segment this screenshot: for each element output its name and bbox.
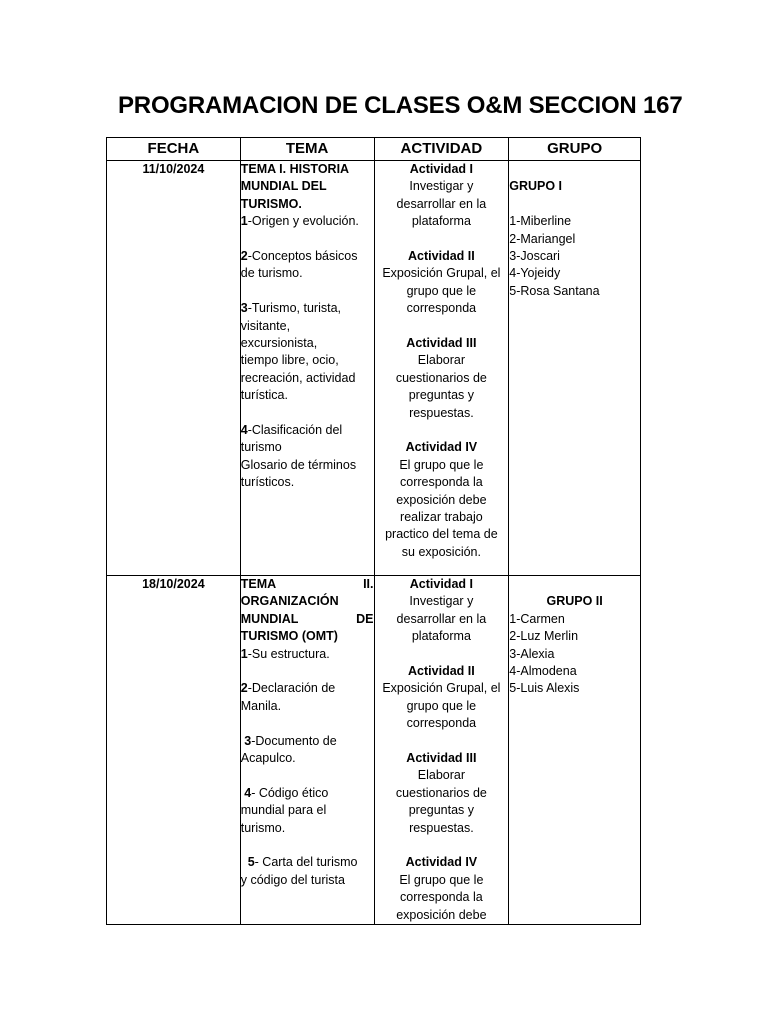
grupo-member: 1-Carmen [509, 611, 565, 626]
actividad-text: realizar trabajo [400, 510, 483, 525]
actividad-block [375, 335, 509, 422]
actividad-text: plataforma [411, 629, 471, 644]
tema-item [241, 680, 374, 715]
tema-item-text: Glosario de términos [240, 457, 357, 472]
actividad-text: Investigar y [409, 179, 474, 194]
actividad-text: desarrollar en la [396, 196, 487, 211]
grupo-member: 3-Alexia [509, 646, 555, 661]
tema-item [241, 422, 374, 492]
grupo-member: 1-Miberline [509, 214, 572, 229]
tema-item-text: -Origen y evolución. [247, 214, 359, 229]
actividad-text: preguntas y [408, 388, 475, 403]
actividad-block [375, 439, 509, 561]
tema-item-number: 2 [240, 681, 248, 696]
header-tema: TEMA [240, 138, 374, 161]
tema-item-number: 1 [240, 214, 248, 229]
tema-item-text: y código del turista [240, 872, 345, 887]
tema-item [241, 248, 374, 283]
tema-title-line: TURISMO. [240, 196, 302, 211]
tema-item-text: -Turismo, turista, [247, 301, 342, 316]
tema-item-text: de turismo. [240, 266, 303, 281]
tema-item-text: -Clasificación del [247, 423, 343, 438]
actividad-text: Elaborar [417, 353, 465, 368]
tema-title-line: TURISMO (OMT) [240, 629, 338, 644]
actividad-text: Exposición Grupal, el [382, 681, 501, 696]
tema-item-number: 4 [240, 785, 252, 800]
actividad-text: exposición debe [396, 492, 487, 507]
actividad-text: respuestas. [409, 820, 474, 835]
tema-item-text: -Declaración de [247, 681, 336, 696]
actividad-block [375, 576, 509, 646]
tema-title-line: ORGANIZACIÓN [240, 594, 339, 609]
actividad-text: respuestas. [409, 405, 474, 420]
table-row [107, 161, 641, 576]
tema-cell [240, 161, 374, 576]
header-actividad: ACTIVIDAD [374, 138, 509, 161]
table-header-row [107, 138, 641, 161]
schedule-table [106, 137, 641, 925]
grupo-member: 5-Rosa Santana [509, 283, 600, 298]
tema-item [241, 785, 374, 837]
actividad-text: cuestionarios de [395, 370, 487, 385]
tema-item-text: excursionista, [240, 336, 318, 351]
actividad-title: Actividad III [406, 751, 477, 766]
tema-item [241, 646, 374, 663]
fecha-cell: 11/10/2024 [107, 161, 241, 576]
actividad-title: Actividad III [406, 336, 477, 351]
tema-item-text: turismo [240, 440, 282, 455]
tema-item-number: 1 [240, 646, 248, 661]
tema-item-text: Manila. [240, 698, 282, 713]
tema-item-text: -Documento de [251, 733, 337, 748]
actividad-text: cuestionarios de [395, 785, 487, 800]
tema-item [241, 213, 374, 230]
fecha-cell: 18/10/2024 [107, 576, 241, 925]
tema-item-number: 4 [240, 423, 248, 438]
actividad-title: Actividad II [408, 249, 475, 264]
actividad-text: Investigar y [409, 594, 474, 609]
actividad-block [375, 750, 509, 837]
tema-item-text: recreación, actividad [240, 370, 356, 385]
actividad-block [375, 663, 509, 733]
tema-item [241, 300, 374, 404]
actividad-text: grupo que le [406, 283, 477, 298]
tema-item-text: -Su estructura. [247, 646, 330, 661]
tema-item-text: tiempo libre, ocio, [240, 353, 339, 368]
tema-title-line: MUNDIAL DE [240, 611, 374, 626]
actividad-text: Exposición Grupal, el [382, 266, 501, 281]
grupo-member: 2-Mariangel [509, 231, 576, 246]
tema-title-line: TEMA I. HISTORIA [240, 162, 350, 176]
tema-item-number: 3 [240, 733, 252, 748]
grupo-member: 4-Almodena [509, 664, 577, 679]
actividad-text: corresponda la [400, 890, 483, 905]
actividad-text: su exposición. [401, 544, 481, 559]
actividad-title: Actividad II [408, 664, 475, 679]
tema-item-number: 5 [240, 855, 255, 870]
actividad-text: El grupo que le [399, 457, 484, 472]
actividad-cell [374, 576, 509, 925]
tema-title-line: MUNDIAL DEL [240, 179, 327, 194]
tema-item-text: - Carta del turismo [254, 855, 358, 870]
actividad-cell [374, 161, 509, 576]
grupo-title: GRUPO II [546, 594, 603, 609]
tema-item-text: turismo. [240, 820, 286, 835]
actividad-text: practico del tema de [385, 527, 498, 542]
actividad-text: corresponda [406, 716, 477, 731]
actividad-title: Actividad I [409, 162, 473, 176]
grupo-cell [509, 161, 641, 576]
actividad-text: plataforma [411, 214, 471, 229]
page-title: PROGRAMACION DE CLASES O&M SECCION 167 [118, 92, 683, 119]
grupo-member: 2-Luz Merlin [509, 629, 579, 644]
actividad-block [375, 854, 509, 924]
actividad-text: El grupo que le [399, 872, 484, 887]
tema-item-text: visitante, [240, 318, 291, 333]
header-grupo: GRUPO [509, 138, 641, 161]
actividad-text: exposición debe [396, 907, 487, 922]
tema-item-number: 2 [240, 249, 248, 264]
actividad-text: desarrollar en la [396, 611, 487, 626]
tema-item [241, 733, 374, 768]
tema-title-line: TEMA II. [240, 577, 374, 591]
actividad-block [375, 248, 509, 318]
actividad-block [375, 161, 509, 231]
tema-item [241, 854, 374, 889]
actividad-title: Actividad IV [405, 440, 478, 455]
tema-item-text: -Conceptos básicos [247, 249, 358, 264]
table-row [107, 576, 641, 925]
actividad-text: corresponda [406, 301, 477, 316]
actividad-text: preguntas y [408, 803, 475, 818]
actividad-title: Actividad I [409, 577, 473, 591]
tema-item-text: turísticos. [240, 475, 295, 490]
tema-item-text: Acapulco. [240, 751, 296, 766]
tema-item-text: turística. [240, 388, 288, 403]
grupo-title: GRUPO I [509, 179, 563, 194]
tema-cell [240, 576, 374, 925]
actividad-text: Elaborar [417, 768, 465, 783]
actividad-title: Actividad IV [405, 855, 478, 870]
grupo-cell [509, 576, 641, 925]
tema-item-number: 3 [240, 301, 248, 316]
tema-item-text: - Código ético [251, 785, 329, 800]
actividad-text: corresponda la [400, 475, 483, 490]
grupo-member: 4-Yojeidy [509, 266, 561, 281]
actividad-text: grupo que le [406, 698, 477, 713]
grupo-member: 3-Joscari [509, 249, 560, 263]
tema-item-text: mundial para el [240, 803, 327, 818]
grupo-member: 5-Luis Alexis [509, 681, 580, 696]
header-fecha: FECHA [107, 138, 241, 161]
